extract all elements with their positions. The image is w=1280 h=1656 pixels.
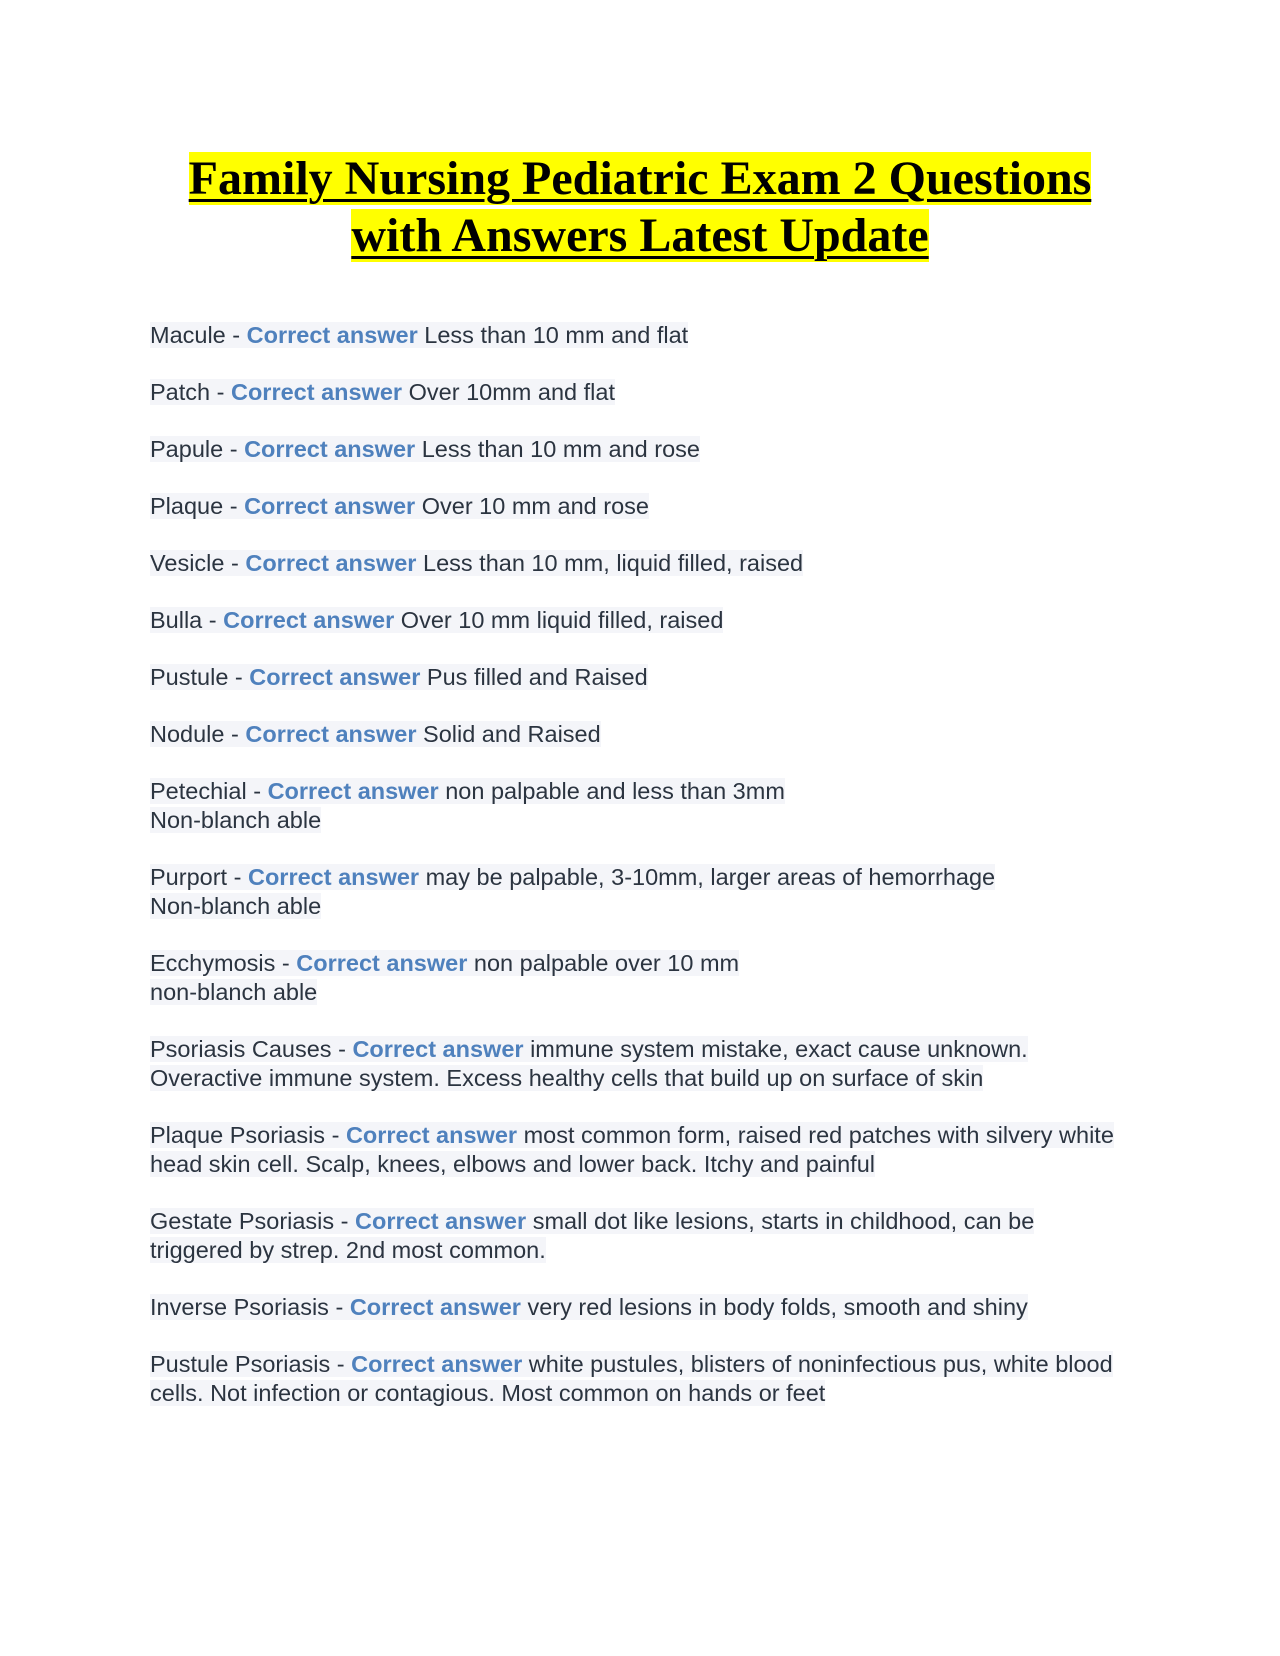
qa-separator: -	[330, 1351, 352, 1377]
qa-separator: -	[227, 864, 248, 890]
qa-separator: -	[228, 664, 250, 690]
correct-answer-label: Correct answer	[349, 1294, 521, 1320]
qa-answer: Pus filled and Raised	[426, 664, 648, 690]
qa-separator: -	[223, 436, 245, 462]
qa-list	[150, 321, 1130, 1436]
qa-term: Ecchymosis	[150, 950, 276, 976]
qa-answer: Less than 10 mm and flat	[424, 322, 689, 348]
qa-answer-extra: Non-blanch able	[150, 807, 322, 833]
title-line-2: with Answers Latest Update	[351, 209, 929, 262]
qa-answer: Less than 10 mm, liquid filled, raised	[423, 550, 804, 576]
qa-item	[150, 663, 1130, 692]
qa-item	[150, 1207, 1130, 1265]
qa-term: Purport	[150, 864, 228, 890]
correct-answer-label: Correct answer	[352, 1036, 524, 1062]
qa-text-block	[150, 322, 688, 348]
qa-separator: -	[224, 550, 246, 576]
correct-answer-label: Correct answer	[244, 493, 416, 519]
qa-term: Macule	[150, 322, 226, 348]
qa-answer-extra: non-blanch able	[150, 979, 318, 1005]
qa-answer: very red lesions in body folds, smooth and shiny	[527, 1294, 1028, 1320]
qa-term: Inverse Psoriasis	[150, 1294, 329, 1320]
qa-item	[150, 1121, 1130, 1179]
qa-term: Gestate Psoriasis	[150, 1208, 335, 1234]
correct-answer-label: Correct answer	[246, 322, 418, 348]
qa-term: Plaque	[150, 493, 224, 519]
qa-answer: Over 10mm and flat	[408, 379, 615, 405]
qa-item	[150, 863, 1130, 921]
correct-answer-label: Correct answer	[230, 379, 403, 405]
qa-separator: -	[334, 1208, 356, 1234]
qa-separator: -	[275, 950, 297, 976]
title-line-1: Family Nursing Pediatric Exam 2 Questions	[188, 152, 1092, 205]
qa-term: Petechial	[150, 778, 247, 804]
qa-answer: Over 10 mm liquid filled, raised	[400, 607, 724, 633]
qa-text-block	[150, 721, 601, 747]
qa-term: Bulla	[150, 607, 203, 633]
qa-answer: may be palpable, 3-10mm, larger areas of hemorrhage	[425, 864, 996, 890]
qa-item	[150, 492, 1130, 521]
qa-answer: Less than 10 mm and rose	[421, 436, 700, 462]
qa-separator: -	[331, 1036, 353, 1062]
qa-answer: non palpable over 10 mm	[473, 950, 740, 976]
qa-answer: Over 10 mm and rose	[421, 493, 649, 519]
qa-item	[150, 549, 1130, 578]
qa-separator: -	[223, 493, 245, 519]
qa-text-block	[150, 664, 648, 690]
qa-term: Pustule Psoriasis	[150, 1351, 331, 1377]
qa-answer: Solid and Raised	[423, 721, 601, 747]
qa-item	[150, 1293, 1130, 1322]
correct-answer-label: Correct answer	[245, 721, 417, 747]
qa-text-block	[150, 493, 649, 519]
correct-answer-label: Correct answer	[267, 778, 439, 804]
qa-separator: -	[328, 1294, 350, 1320]
qa-item	[150, 606, 1130, 635]
correct-answer-label: Correct answer	[247, 864, 420, 890]
qa-text-block	[150, 950, 739, 1005]
qa-text-block	[150, 1208, 1034, 1263]
qa-item	[150, 1035, 1130, 1093]
qa-item	[150, 720, 1130, 749]
correct-answer-label: Correct answer	[244, 436, 416, 462]
qa-answer-extra: Non-blanch able	[150, 893, 322, 919]
qa-separator: -	[210, 379, 231, 405]
qa-term: Vesicle	[150, 550, 225, 576]
qa-text-block	[150, 436, 700, 462]
qa-item	[150, 378, 1130, 407]
qa-answer: immune system mistake, exact cause unknown. Overactive immune system. Excess healthy cells that build up on surface of skin	[150, 1036, 1028, 1091]
qa-text-block	[150, 1036, 1028, 1091]
qa-answer: most common form, raised red patches with silvery white head skin cell. Scalp, knees, elbows and lower back. Itchy and painful	[150, 1122, 1114, 1177]
qa-separator: -	[224, 721, 246, 747]
qa-separator: -	[225, 322, 247, 348]
qa-text-block	[150, 607, 723, 633]
qa-text-block	[150, 864, 995, 919]
qa-text-block	[150, 1351, 1113, 1406]
qa-text-block	[150, 1122, 1114, 1177]
qa-separator: -	[246, 778, 268, 804]
qa-term: Patch	[150, 379, 211, 405]
qa-term: Pustule	[150, 664, 229, 690]
qa-term: Psoriasis Causes	[150, 1036, 332, 1062]
correct-answer-label: Correct answer	[245, 550, 417, 576]
qa-answer: non palpable and less than 3mm	[445, 778, 785, 804]
qa-text-block	[150, 550, 803, 576]
qa-answer: white pustules, blisters of noninfectious pus, white blood cells. Not infection or contagious. Most common on hands or feet	[150, 1351, 1113, 1406]
correct-answer-label: Correct answer	[296, 950, 468, 976]
correct-answer-label: Correct answer	[351, 1351, 523, 1377]
qa-separator: -	[325, 1122, 346, 1148]
qa-text-block	[150, 778, 785, 833]
qa-text-block	[150, 1294, 1028, 1320]
correct-answer-label: Correct answer	[249, 664, 421, 690]
qa-item	[150, 321, 1130, 350]
correct-answer-label: Correct answer	[223, 607, 395, 633]
qa-item	[150, 1350, 1130, 1408]
qa-answer: small dot like lesions, starts in childhood, can be triggered by strep. 2nd most common.	[150, 1208, 1035, 1263]
qa-text-block	[150, 379, 615, 405]
document-title	[150, 150, 1130, 264]
qa-separator: -	[202, 607, 224, 633]
qa-term: Nodule	[150, 721, 225, 747]
correct-answer-label: Correct answer	[355, 1208, 527, 1234]
qa-item	[150, 949, 1130, 1007]
qa-term: Plaque Psoriasis	[150, 1122, 326, 1148]
qa-term: Papule	[150, 436, 224, 462]
correct-answer-label: Correct answer	[345, 1122, 518, 1148]
qa-item	[150, 435, 1130, 464]
qa-item	[150, 777, 1130, 835]
